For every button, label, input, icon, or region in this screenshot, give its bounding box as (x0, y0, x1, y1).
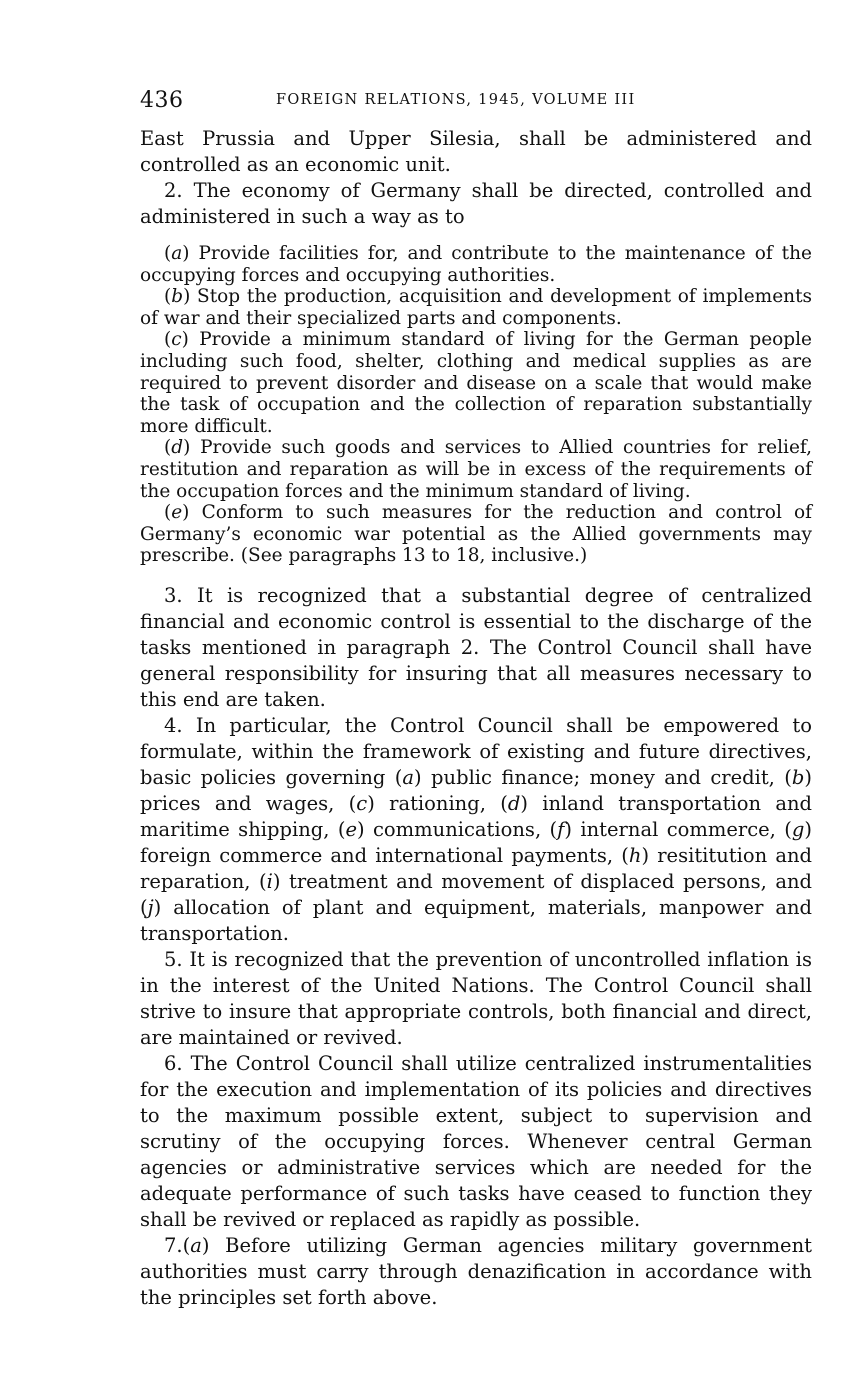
sub-label: a (190, 1233, 202, 1257)
list-item: (b) Stop the production, acquisition and development of implements of war and their specialized parts and components. (140, 286, 813, 329)
document-page (140, 88, 812, 1311)
item-label: b (171, 286, 184, 308)
paragraph-2: 2. The economy of Germany shall be directed, controlled and administered in such a way as to (140, 179, 812, 228)
paragraph-4-lead: 4. In particular, the Control Council shall be empowered to formulate, within the framework of existing and future directives, basic policies governing (140, 713, 812, 789)
sub-text: internal commerce, (571, 817, 785, 841)
page-number: 436 (140, 88, 184, 113)
item-text: Stop the production, acquisition and development of implements of war and their specialized parts and components. (140, 286, 813, 329)
paragraph-intro: East Prussia and Upper Silesia, shall be administered and controlled as an economic unit. (140, 127, 812, 176)
paragraph-7-text: Before utilizing German agencies military government authorities must carry through denazification in accordance with the principles set forth above. (140, 1233, 812, 1309)
sub-label: e (345, 817, 357, 841)
item-text: Conform to such measures for the reduction and control of Germany’s economic war potential as the Allied governments may prescribe. (See paragraphs 13 to 18, inclusive.) (140, 502, 812, 567)
sub-label: f (557, 817, 565, 841)
sub-label: h (628, 843, 642, 867)
sub-text: allocation of plant and equipment, materials, manpower and transportation. (140, 895, 812, 945)
list-item: (e) Conform to such measures for the reduction and control of Germany’s economic war potential as the Allied governments may prescribe. (See paragraphs 13 to 18, inclusive.) (140, 502, 812, 567)
sub-label: i (266, 869, 273, 893)
sub-text: treatment and movement of displaced persons, and (280, 869, 812, 893)
list-item: (c) Provide a minimum standard of living for the German people including such food, shelter, clothing and medical supplies as are required to prevent disorder and disease on a scale that would make the task of occupation and the collection of reparation substantially more difficult. (140, 329, 812, 437)
sub-label: b (791, 765, 805, 789)
item-text: Provide a minimum standard of living for the German people including such food, shelter, clothing and medical supplies as are required to prevent disorder and disease on a scale that would make the task of occupation and the collection of reparation substantially more difficult. (140, 329, 812, 437)
sub-text: rationing, (374, 791, 501, 815)
sub-text: prices and wages, (140, 791, 349, 815)
list-item: (a) Provide facilities for, and contribute to the maintenance of the occupying forces and occupying authorities. (140, 243, 812, 286)
sub-text: foreign commerce and international payments, (140, 843, 622, 867)
sub-label: c (356, 791, 368, 815)
item-text: Provide such goods and services to Allied countries for relief, restitution and reparation as will be in excess of the requirements of the occupation forces and the minimum standard of living. (140, 437, 812, 502)
item-label: c (171, 329, 182, 351)
sub-text: inland transportation and maritime shipping, (140, 791, 812, 841)
sub-label: a (402, 765, 415, 789)
item-text: Provide facilities for, and contribute to the maintenance of the occupying forces and occupying authorities. (140, 243, 812, 286)
sub-text: resititution and reparation, (140, 843, 813, 893)
sub-label: d (507, 791, 521, 815)
item-label: e (171, 502, 183, 524)
item-label: d (171, 437, 184, 459)
sub-text: communications, (364, 817, 550, 841)
sub-text: public finance; money and credit, (421, 765, 785, 789)
list-item: (d) Provide such goods and services to Allied countries for relief, restitution and reparation as will be in excess of the requirements of the occupation forces and the minimum standard of living. (140, 437, 812, 502)
paragraph-4: 4. In particular, the Control Council shall be empowered to formulate, within the framework of existing and future directives, basic policies governing (a) public finance; money and credit, (b) prices and wages, (c) rationing, (d) inland transportation and maritime shipping, (e) communications, (f) internal commerce, (g) foreign commerce and international payments, (h) resititution and reparation, (i) treatment and movement of displaced persons, and (j) allocation of plant and equipment, materials, manpower and transportation. (140, 713, 813, 945)
running-header (140, 88, 812, 122)
paragraph-6: 6. The Control Council shall utilize centralized instrumentalities for the execution and implementation of its policies and directives to the maximum possible extent, subject to supervision and scrutiny of the occupying forces. Whenever central German agencies or administrative services which are needed for the adequate performance of such tasks have ceased to function they shall be revived or replaced as rapidly as possible. (140, 1051, 812, 1231)
paragraph-3: 3. It is recognized that a substantial degree of centralized financial and economic control is essential to the discharge of the tasks mentioned in paragraph 2. The Control Council shall have general responsibility for insuring that all measures necessary to this end are taken. (140, 583, 812, 711)
running-title: FOREIGN RELATIONS, 1945, VOLUME III (276, 92, 636, 108)
paragraph-7-number: 7. (164, 1233, 183, 1257)
paragraph-7: 7.(a) Before utilizing German agencies military government authorities must carry through denazification in accordance with the principles set forth above. (140, 1233, 812, 1309)
item-list (140, 243, 812, 567)
sub-label: j (147, 895, 154, 919)
paragraph-5: 5. It is recognized that the prevention of uncontrolled inflation is in the interest of the United Nations. The Control Council shall strive to insure that appropriate controls, both financial and direct, are maintained or revived. (140, 947, 812, 1049)
sub-label: g (791, 817, 805, 841)
item-label: a (171, 243, 183, 264)
